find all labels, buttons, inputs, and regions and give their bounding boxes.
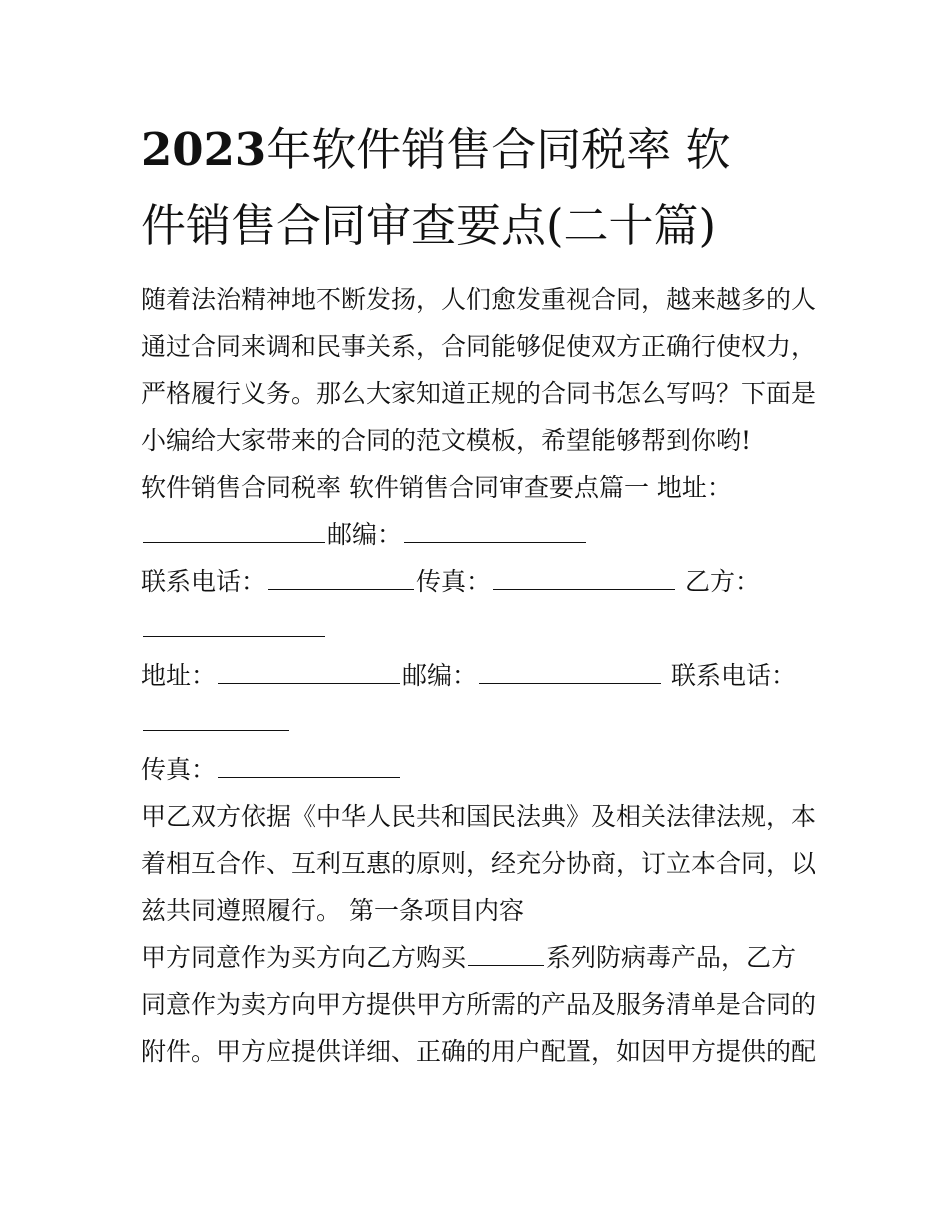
party-b-fax-blank[interactable] xyxy=(218,747,400,778)
party-a-contact-line xyxy=(141,558,821,605)
party-a-address-blank[interactable] xyxy=(143,512,325,543)
title-line-1 xyxy=(141,112,821,188)
party-a-fax-label: 传真： xyxy=(416,567,492,596)
clause1-line-1-after: 系列防病毒产品，乙方 xyxy=(546,943,797,972)
party-b-name-blank[interactable] xyxy=(143,606,325,637)
party-b-name-line xyxy=(141,605,821,652)
party-a-postcode-label: 邮编： xyxy=(327,520,403,549)
clause1-line-1 xyxy=(141,934,821,981)
title-line-1-text: 年软件销售合同税率 软 xyxy=(266,123,731,176)
clause1-line-1-before: 甲方同意作为买方向乙方购买 xyxy=(141,943,467,972)
preamble-line-3: 兹共同遵照履行。 第一条项目内容 xyxy=(141,896,524,925)
document-body xyxy=(141,276,821,1075)
title-year: 2023 xyxy=(141,123,267,176)
clause1-line-3: 附件。甲方应提供详细、正确的用户配置，如因甲方提供的配 xyxy=(141,1037,817,1066)
title-line-2: 件销售合同审查要点(二十篇) xyxy=(141,199,717,252)
party-a-postcode-blank[interactable] xyxy=(404,512,586,543)
party-a-fax-blank[interactable] xyxy=(493,559,675,590)
party-b-fax-line xyxy=(141,746,821,793)
product-series-blank[interactable] xyxy=(468,935,544,966)
party-a-address-line xyxy=(141,511,821,558)
party-b-postcode-label: 邮编： xyxy=(402,661,478,690)
party-b-label: 乙方： xyxy=(684,567,760,596)
party-b-fax-label: 传真： xyxy=(141,755,217,784)
party-b-phone-line xyxy=(141,699,821,746)
party-b-address-blank[interactable] xyxy=(218,653,400,684)
document-title xyxy=(141,112,821,264)
intro-line-4: 小编给大家带来的合同的范文模板，希望能够帮到你哟! xyxy=(141,426,752,455)
party-b-address-line xyxy=(141,652,821,699)
party-b-postcode-blank[interactable] xyxy=(479,653,661,684)
party-b-address-label: 地址： xyxy=(141,661,217,690)
section-heading-line: 软件销售合同税率 软件销售合同审查要点篇一 地址： xyxy=(141,473,732,502)
preamble-line-1: 甲乙双方依据《中华人民共和国民法典》及相关法律法规，本 xyxy=(141,802,817,831)
party-a-phone-blank[interactable] xyxy=(268,559,414,590)
preamble-line-2: 着相互合作、互利互惠的原则，经充分协商，订立本合同，以 xyxy=(141,849,817,878)
party-b-phone-blank[interactable] xyxy=(143,700,289,731)
party-a-phone-label: 联系电话： xyxy=(141,567,267,596)
intro-line-1: 随着法治精神地不断发扬，人们愈发重视合同，越来越多的人 xyxy=(141,285,817,314)
clause1-line-2: 同意作为卖方向甲方提供甲方所需的产品及服务清单是合同的 xyxy=(141,990,817,1019)
intro-line-3: 严格履行义务。那么大家知道正规的合同书怎么写吗？下面是 xyxy=(141,379,817,408)
party-b-phone-label: 联系电话： xyxy=(670,661,796,690)
intro-line-2: 通过合同来调和民事关系，合同能够促使双方正确行使权力， xyxy=(141,332,817,361)
